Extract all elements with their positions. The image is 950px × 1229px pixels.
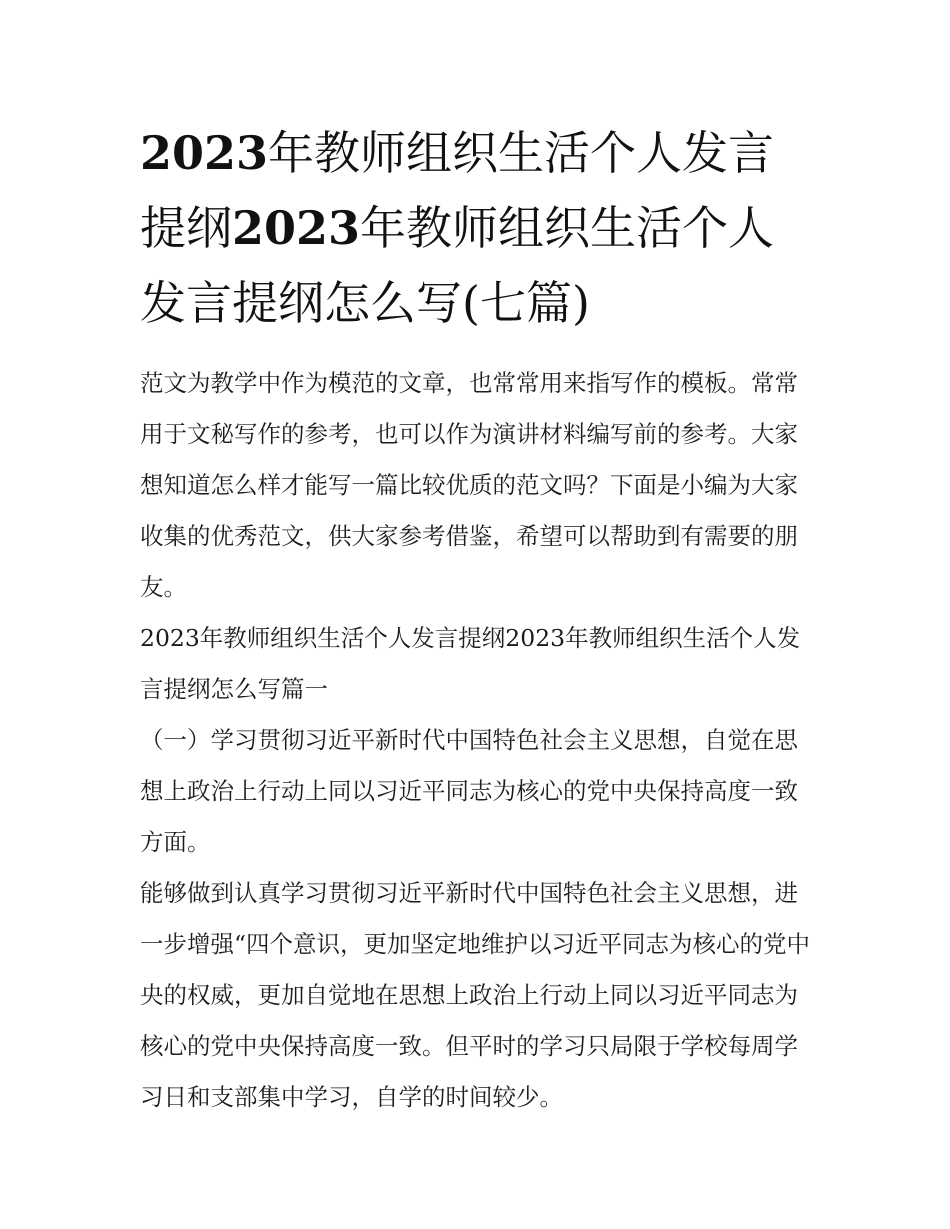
title-year-2: 2023: [232, 201, 361, 255]
document-content: [140, 116, 820, 1123]
title-year-1: 2023: [140, 126, 269, 180]
section-heading: 2023年教师组织生活个人发言提纲2023年教师组织生活个人发言提纲怎么写篇一: [140, 624, 801, 703]
intro-paragraph: 范文为教学中作为模范的文章，也常常用来指写作的模板。常常用于文秘写作的参考，也可以作为演讲材料编写前的参考。大家想知道怎么样才能写一篇比较优质的范文吗？下面是小编为大家收集的优秀范文，供大家参考借鉴，希望可以帮助到有需要的朋友。: [140, 369, 798, 601]
title-text-2: 年教师组织生活个人发言提纲怎么写(七篇): [140, 201, 775, 330]
body-paragraph: 能够做到认真学习贯彻习近平新时代中国特色社会主义思想，进一步增强“四个意识，更加坚定地维护以习近平同志为核心的党中央的权威，更加自觉地在思想上政治上行动上同以习近平同志为核心的党中央保持高度一致。但平时的学习只局限于学校每周学习日和支部集中学习，自学的时间较少。: [140, 879, 811, 1111]
subsection-heading: （一）学习贯彻习近平新时代中国特色社会主义思想，自觉在思想上政治上行动上同以习近平同志为核心的党中央保持高度一致方面。: [140, 726, 798, 856]
document-title: [140, 116, 820, 341]
title-text-1: 年教师组织生活个人发言提纲: [140, 126, 775, 255]
